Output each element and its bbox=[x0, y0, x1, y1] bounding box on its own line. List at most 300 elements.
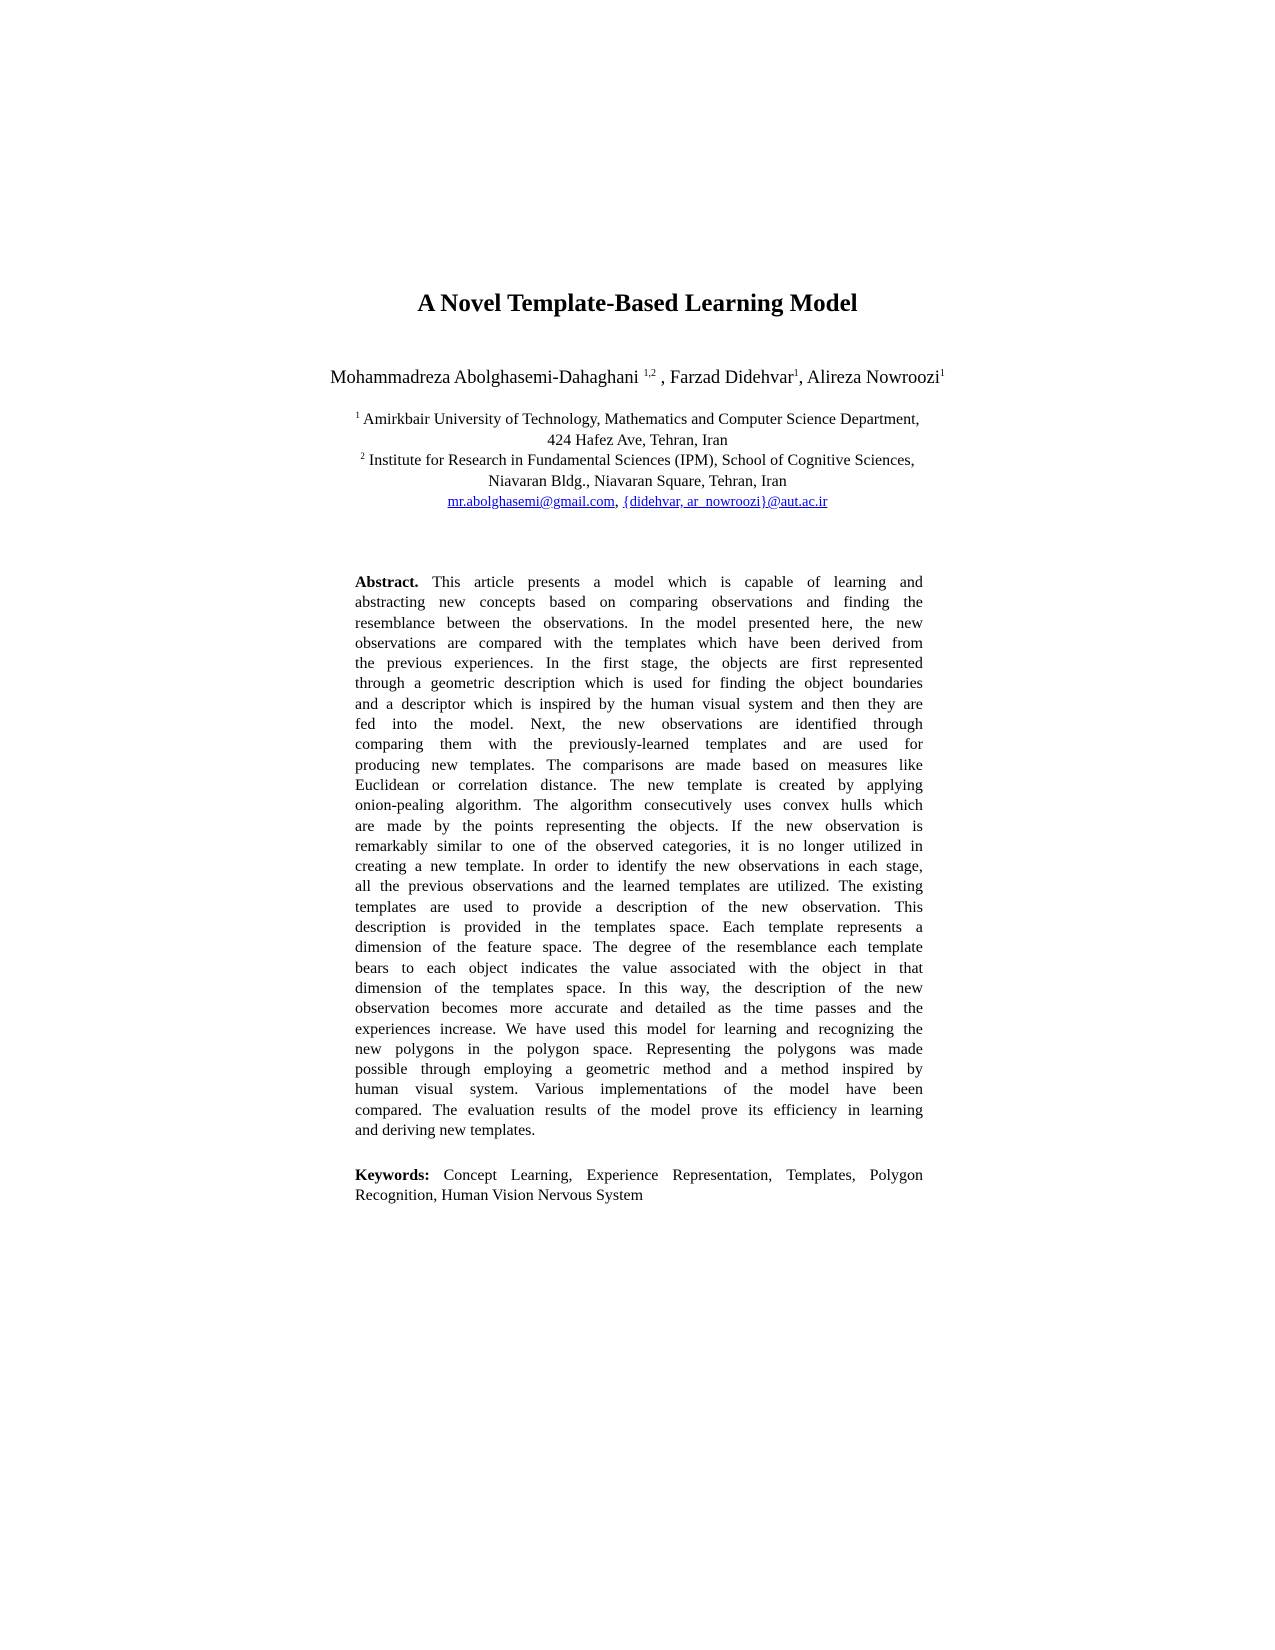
word: provide bbox=[532, 898, 582, 916]
abstract-label: Abstract. bbox=[355, 574, 419, 591]
word: Next, bbox=[530, 716, 566, 734]
word: made bbox=[888, 1040, 923, 1058]
word: Euclidean bbox=[355, 776, 419, 794]
word: the bbox=[379, 878, 400, 896]
abstract-line bbox=[355, 1060, 923, 1080]
word: was bbox=[849, 1040, 875, 1058]
word: polygon bbox=[526, 1040, 580, 1058]
word: measures bbox=[827, 756, 888, 774]
word: The bbox=[546, 756, 572, 774]
word: derived bbox=[832, 634, 881, 652]
abstract bbox=[355, 573, 923, 1141]
word: Learning, bbox=[510, 1167, 573, 1184]
word: capable bbox=[744, 574, 794, 591]
word: passes bbox=[815, 1000, 857, 1018]
word: each bbox=[848, 858, 878, 876]
word: Each bbox=[722, 919, 755, 937]
word: are bbox=[903, 695, 923, 713]
word: is bbox=[755, 776, 766, 794]
word: visual bbox=[415, 1081, 454, 1099]
word: used bbox=[652, 675, 683, 693]
word: on bbox=[599, 594, 616, 612]
word: each bbox=[827, 939, 857, 957]
word: all bbox=[355, 878, 371, 896]
word: are bbox=[749, 878, 769, 896]
word: observations bbox=[711, 594, 793, 612]
author-list bbox=[0, 368, 1275, 389]
word: utilized bbox=[853, 837, 902, 855]
word: inspired bbox=[842, 1061, 894, 1079]
affiliation-address: 424 Hafez Ave, Tehran, Iran bbox=[547, 431, 728, 449]
keywords-line bbox=[355, 1166, 923, 1186]
word: observations bbox=[661, 716, 743, 734]
word: model bbox=[789, 1081, 830, 1099]
word: and bbox=[806, 594, 830, 612]
word: new bbox=[703, 858, 730, 876]
word: abstracting bbox=[355, 594, 426, 612]
word: object bbox=[804, 675, 844, 693]
abstract-line bbox=[355, 817, 923, 837]
word: provided bbox=[464, 919, 522, 937]
word: inspired bbox=[539, 695, 591, 713]
word: Polygon bbox=[869, 1167, 923, 1184]
word: prove bbox=[701, 1101, 738, 1119]
abstract-line bbox=[355, 999, 923, 1019]
word: which bbox=[883, 797, 923, 815]
word: resemblance bbox=[355, 614, 435, 632]
abstract-line bbox=[355, 695, 923, 715]
word: detailed bbox=[655, 1000, 706, 1018]
word: are bbox=[355, 817, 375, 835]
word: points bbox=[494, 817, 534, 835]
word: a bbox=[386, 695, 394, 713]
word: the bbox=[493, 1040, 514, 1058]
word: This bbox=[894, 898, 923, 916]
affiliation-mark: 2 bbox=[360, 451, 365, 461]
word: as bbox=[717, 1000, 732, 1018]
abstract-line bbox=[355, 1101, 923, 1121]
word: categories, bbox=[662, 837, 732, 855]
author-affiliation-mark: 1 bbox=[793, 368, 799, 379]
word: space. bbox=[542, 939, 582, 957]
word: observations. bbox=[543, 614, 629, 632]
word: new bbox=[431, 756, 459, 774]
word: uses bbox=[743, 797, 772, 815]
word: the bbox=[460, 979, 480, 997]
word: observation bbox=[355, 1000, 430, 1018]
paper-title: A Novel Template-Based Learning Model bbox=[417, 290, 858, 317]
word: are bbox=[779, 655, 799, 673]
word: resemblance bbox=[736, 939, 817, 957]
word: of bbox=[544, 837, 558, 855]
word: human bbox=[650, 695, 695, 713]
word: they bbox=[867, 695, 896, 713]
word: the bbox=[533, 736, 553, 754]
word: this bbox=[644, 979, 668, 997]
word: the bbox=[665, 614, 685, 632]
word: new bbox=[439, 594, 466, 612]
word: the bbox=[722, 979, 742, 997]
word: first bbox=[811, 655, 837, 673]
word: into bbox=[392, 716, 417, 734]
word: system. bbox=[469, 1081, 519, 1099]
word: observed bbox=[595, 837, 654, 855]
word: new bbox=[647, 776, 675, 794]
word: the bbox=[690, 655, 710, 673]
word: similar bbox=[436, 837, 482, 855]
word: representing bbox=[545, 817, 625, 835]
word: descriptor bbox=[401, 695, 466, 713]
word: have bbox=[846, 1081, 877, 1099]
word: identify bbox=[617, 858, 668, 876]
word: template bbox=[768, 919, 824, 937]
word: for bbox=[696, 1020, 715, 1038]
word: the bbox=[903, 1020, 923, 1038]
keywords-label: Keywords: bbox=[355, 1167, 430, 1184]
author-name: Mohammadreza Abolghasemi-Dahaghani bbox=[330, 368, 639, 388]
word: In bbox=[545, 655, 560, 673]
word: and bbox=[724, 1061, 748, 1079]
word: model bbox=[614, 574, 655, 591]
word: the bbox=[754, 817, 774, 835]
word: The bbox=[838, 878, 864, 896]
word: been bbox=[790, 634, 821, 652]
email-link[interactable]: {didehvar, ar_nowroozi}@aut.ac.ir bbox=[622, 494, 828, 510]
abstract-line bbox=[355, 857, 923, 877]
word: experiences. bbox=[454, 655, 534, 673]
word: convex bbox=[783, 797, 830, 815]
word: observations bbox=[738, 858, 820, 876]
word: templates bbox=[492, 979, 554, 997]
abstract-line bbox=[355, 735, 923, 755]
abstract-line bbox=[355, 1121, 923, 1141]
word: based bbox=[752, 756, 789, 774]
word: the bbox=[675, 858, 695, 876]
abstract-line bbox=[355, 614, 923, 634]
word: space. bbox=[592, 1040, 633, 1058]
word: Templates, bbox=[786, 1167, 856, 1184]
word: on bbox=[800, 756, 817, 774]
word: polygons bbox=[395, 1040, 454, 1058]
word: have bbox=[535, 1020, 567, 1038]
abstract-line bbox=[355, 593, 923, 613]
word: increase. bbox=[439, 1020, 497, 1038]
word: represented bbox=[849, 655, 923, 673]
author-affiliation-mark: 1,2 bbox=[643, 368, 656, 379]
word: geometric bbox=[585, 1061, 650, 1079]
abstract-line bbox=[355, 715, 923, 735]
keywords-text: Recognition, Human Vision Nervous System bbox=[355, 1187, 644, 1205]
word: no bbox=[778, 837, 795, 855]
word: of bbox=[723, 1081, 737, 1099]
word: or bbox=[431, 776, 446, 794]
abstract-line bbox=[355, 979, 923, 999]
word: Various bbox=[534, 1081, 584, 1099]
word: utilized. bbox=[777, 878, 830, 896]
word: implementations bbox=[600, 1081, 707, 1099]
word: and bbox=[785, 1020, 810, 1038]
word: through bbox=[355, 675, 405, 693]
word: the bbox=[743, 1000, 763, 1018]
word: new bbox=[618, 716, 645, 734]
word: is bbox=[632, 675, 644, 693]
word: used bbox=[575, 1020, 605, 1038]
word: object bbox=[821, 959, 862, 977]
word: concepts bbox=[479, 594, 536, 612]
word: model bbox=[650, 1101, 691, 1119]
word: becomes bbox=[441, 1000, 498, 1018]
word: by bbox=[598, 695, 615, 713]
word: used bbox=[463, 898, 493, 916]
abstract-line bbox=[355, 1040, 923, 1060]
word: by bbox=[906, 1061, 923, 1079]
word: geometric bbox=[430, 675, 495, 693]
word: which bbox=[584, 675, 624, 693]
word: a bbox=[414, 858, 422, 876]
abstract-line bbox=[355, 796, 923, 816]
abstract-line bbox=[355, 654, 923, 674]
word: a bbox=[414, 675, 422, 693]
word: with bbox=[488, 736, 517, 754]
word: consecutively bbox=[644, 797, 733, 815]
word: is bbox=[439, 919, 451, 937]
word: recognizing bbox=[818, 1020, 894, 1038]
author-name: Alireza Nowroozi bbox=[806, 368, 940, 388]
word: objects bbox=[721, 655, 768, 673]
word: observations bbox=[472, 878, 554, 896]
word: applying bbox=[866, 776, 923, 794]
word: model bbox=[646, 1020, 687, 1038]
word: its bbox=[748, 1101, 764, 1119]
word: comparisons bbox=[582, 756, 664, 774]
word: degree bbox=[628, 939, 672, 957]
word: the bbox=[593, 634, 614, 652]
word: creating bbox=[355, 858, 407, 876]
word: model. bbox=[469, 716, 514, 734]
word: longer bbox=[803, 837, 845, 855]
word: new bbox=[355, 1040, 382, 1058]
word: dimension bbox=[355, 939, 422, 957]
word: been bbox=[892, 1081, 923, 1099]
word: remarkably bbox=[355, 837, 428, 855]
word: presented bbox=[748, 614, 810, 632]
word: is bbox=[520, 695, 532, 713]
word: algorithm. bbox=[455, 797, 522, 815]
word: the bbox=[744, 1040, 764, 1058]
word: Representing bbox=[646, 1040, 731, 1058]
word: results bbox=[544, 1101, 587, 1119]
word: between bbox=[446, 614, 501, 632]
word: the bbox=[433, 716, 454, 734]
author-affiliation-mark: 1 bbox=[939, 368, 945, 379]
word: onion-pealing bbox=[355, 797, 444, 815]
abstract-line bbox=[355, 938, 923, 958]
word: In bbox=[618, 979, 632, 997]
word: Representation, bbox=[672, 1167, 773, 1184]
word: by bbox=[434, 817, 450, 835]
word: fed bbox=[355, 716, 376, 734]
word: is bbox=[912, 817, 923, 835]
word: by bbox=[837, 776, 854, 794]
word: Concept bbox=[443, 1167, 497, 1184]
word: dimension bbox=[355, 979, 422, 997]
word: stage, bbox=[641, 655, 678, 673]
word: templates. bbox=[469, 756, 535, 774]
email-link[interactable]: mr.abolghasemi@gmail.com bbox=[447, 494, 615, 510]
abstract-line bbox=[355, 877, 923, 897]
word: more bbox=[509, 1000, 543, 1018]
affiliations bbox=[0, 410, 1275, 513]
word: the bbox=[789, 959, 810, 977]
word: are bbox=[759, 716, 779, 734]
word: correlation bbox=[458, 776, 528, 794]
word: is bbox=[758, 837, 770, 855]
word: in bbox=[827, 858, 841, 876]
word: are bbox=[447, 634, 468, 652]
word: is bbox=[720, 574, 732, 591]
word: previous bbox=[386, 655, 442, 673]
word: through bbox=[873, 716, 923, 734]
word: with bbox=[553, 634, 582, 652]
word: one bbox=[512, 837, 536, 855]
word: first bbox=[603, 655, 629, 673]
abstract-line bbox=[355, 918, 923, 938]
word: description bbox=[754, 979, 826, 997]
word: for bbox=[691, 675, 711, 693]
word: way, bbox=[680, 979, 710, 997]
word: employing bbox=[483, 1061, 553, 1079]
affiliation-line: Institute for Research in Fundamental Sciences (IPM), School of Cognitive Sciences, bbox=[368, 452, 915, 469]
word: the bbox=[728, 898, 748, 916]
word: in bbox=[873, 959, 887, 977]
word: template bbox=[687, 776, 743, 794]
abstract-line bbox=[355, 898, 923, 918]
word: template. bbox=[465, 858, 525, 876]
word: of bbox=[682, 939, 696, 957]
keywords-line bbox=[355, 1186, 923, 1206]
word: represents bbox=[837, 919, 903, 937]
word: learned bbox=[622, 878, 670, 896]
word: have bbox=[748, 634, 779, 652]
word: the bbox=[355, 655, 375, 673]
word: system bbox=[748, 695, 793, 713]
word: existing bbox=[872, 878, 923, 896]
word: of bbox=[838, 979, 852, 997]
word: hulls bbox=[840, 797, 873, 815]
word: previous bbox=[408, 878, 464, 896]
separator: , bbox=[655, 368, 670, 388]
word: through bbox=[420, 1061, 471, 1079]
word: here, bbox=[821, 614, 854, 632]
word: observation bbox=[825, 817, 900, 835]
word: templates bbox=[594, 919, 656, 937]
word: observation. bbox=[802, 898, 881, 916]
word: article bbox=[474, 574, 515, 591]
abstract-line bbox=[355, 573, 923, 593]
word: producing bbox=[355, 756, 420, 774]
word: the bbox=[456, 939, 477, 957]
word: to bbox=[596, 858, 609, 876]
word: which bbox=[697, 634, 737, 652]
word: the bbox=[620, 1101, 641, 1119]
word: In bbox=[640, 614, 654, 632]
word: the bbox=[511, 614, 532, 632]
word: time bbox=[774, 1000, 804, 1018]
word: from bbox=[891, 634, 923, 652]
affiliation-address: Niavaran Bldg., Niavaran Square, Tehran, Iran bbox=[488, 472, 787, 490]
word: each bbox=[426, 959, 457, 977]
word: templates bbox=[678, 878, 741, 896]
word: the bbox=[462, 817, 482, 835]
word: description bbox=[503, 675, 576, 693]
separator: , bbox=[798, 368, 807, 388]
word: In bbox=[532, 858, 547, 876]
word: indicates bbox=[520, 959, 578, 977]
word: method bbox=[662, 1061, 711, 1079]
word: observations bbox=[355, 634, 436, 652]
word: efficiency bbox=[773, 1101, 838, 1119]
word: space. bbox=[669, 919, 709, 937]
word: the bbox=[561, 919, 581, 937]
word: If bbox=[731, 817, 742, 835]
word: value bbox=[622, 959, 658, 977]
word: made bbox=[706, 756, 741, 774]
word: in bbox=[467, 1040, 481, 1058]
word: accurate bbox=[554, 1000, 608, 1018]
word: the bbox=[864, 614, 885, 632]
word: the bbox=[706, 939, 726, 957]
word: the bbox=[753, 1081, 773, 1099]
word: in bbox=[847, 1101, 861, 1119]
word: comparing bbox=[355, 736, 424, 754]
word: new bbox=[761, 898, 789, 916]
word: and bbox=[899, 574, 923, 591]
word: and bbox=[868, 1000, 892, 1018]
word: comparing bbox=[629, 594, 698, 612]
affiliation-line: Amirkbair University of Technology, Mathematics and Computer Science Department, bbox=[363, 411, 920, 428]
word: Experience bbox=[586, 1167, 659, 1184]
author-name: Farzad Didehvar bbox=[669, 368, 794, 388]
word: of bbox=[432, 939, 446, 957]
word: and bbox=[783, 736, 807, 754]
word: distance. bbox=[540, 776, 597, 794]
word: for bbox=[904, 736, 923, 754]
word: in bbox=[534, 919, 548, 937]
word: the bbox=[571, 655, 591, 673]
word: this bbox=[614, 1020, 638, 1038]
word: templates bbox=[624, 634, 687, 652]
word: and bbox=[355, 695, 379, 713]
word: created bbox=[778, 776, 825, 794]
word: and bbox=[619, 1000, 644, 1018]
word: and bbox=[800, 695, 825, 713]
word: learning bbox=[833, 574, 887, 591]
word: model bbox=[696, 614, 737, 632]
word: polygons bbox=[777, 1040, 837, 1058]
word: a bbox=[595, 898, 603, 916]
word: algorithm bbox=[570, 797, 633, 815]
word: are bbox=[822, 736, 843, 754]
word: to bbox=[401, 959, 414, 977]
word: templates bbox=[355, 898, 417, 916]
word: based bbox=[549, 594, 586, 612]
word: a bbox=[760, 1061, 768, 1079]
word: The bbox=[592, 939, 618, 957]
word: space. bbox=[566, 979, 606, 997]
abstract-line bbox=[355, 674, 923, 694]
word: templates bbox=[705, 736, 767, 754]
word: learning bbox=[870, 1101, 923, 1119]
